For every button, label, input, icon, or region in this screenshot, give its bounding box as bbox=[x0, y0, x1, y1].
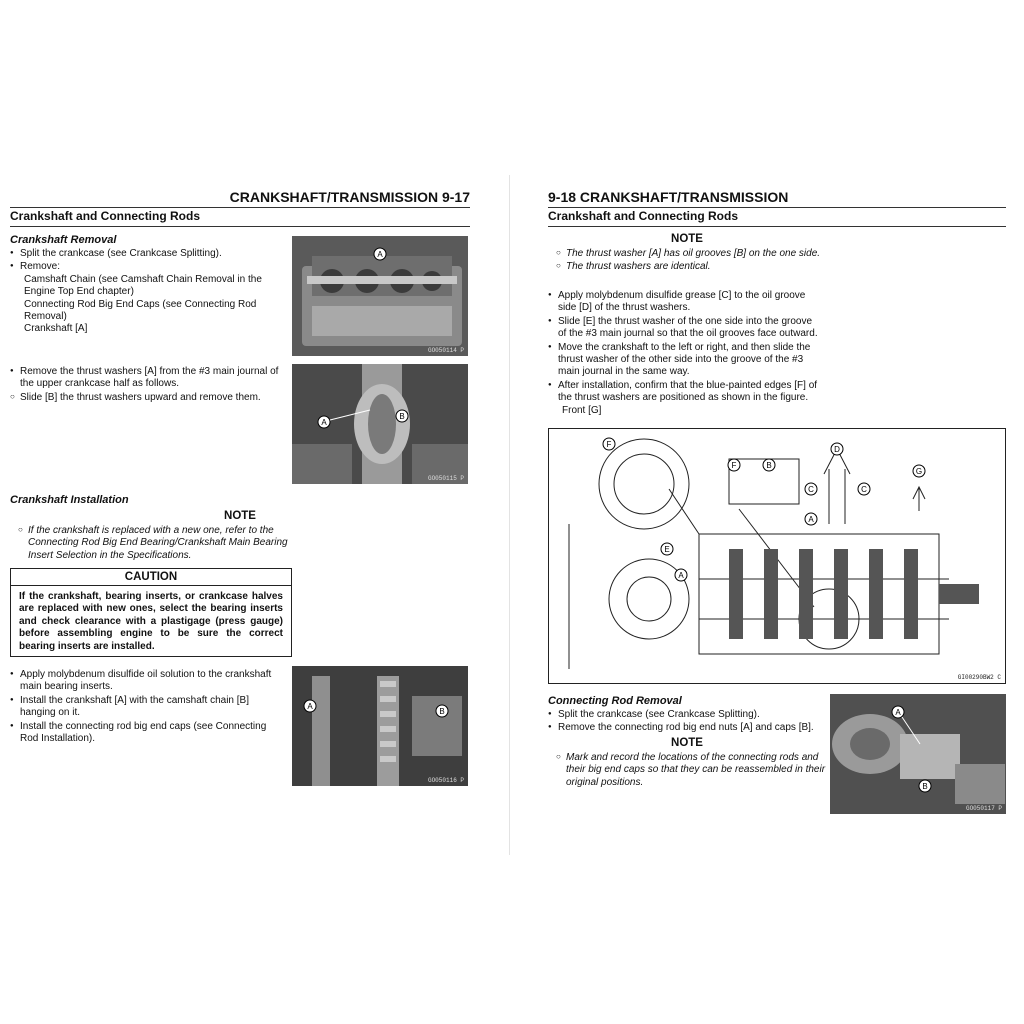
thrust-washer-steps bbox=[10, 365, 282, 404]
right-page-header: 9-18 CRANKSHAFT/TRANSMISSION bbox=[548, 189, 789, 205]
step-item: ● Remove the thrust washers [A] from the #3 main journal of the upper crankcase half as follows. bbox=[10, 365, 282, 391]
step-item: ● Remove: bbox=[10, 260, 282, 273]
note-text: ○ The thrust washer [A] has oil grooves [B] on the one side. bbox=[556, 247, 826, 260]
step-item: ● After installation, confirm that the blue-painted edges [F] of the thrust washers are positioned as shown in the figure. bbox=[548, 379, 820, 405]
remove-list-item: Camshaft Chain (see Camshaft Chain Removal in the Engine Top End chapter) bbox=[24, 273, 262, 298]
svg-text:B: B bbox=[922, 782, 928, 791]
thrust-washer-notes bbox=[556, 247, 826, 274]
right-section-title: Crankshaft and Connecting Rods bbox=[548, 209, 739, 223]
crankshaft-installation-heading: Crankshaft Installation bbox=[10, 494, 129, 506]
crankshaft-removal-heading: Crankshaft Removal bbox=[10, 234, 117, 246]
photo-code: GO050115 P bbox=[427, 475, 464, 482]
svg-text:A: A bbox=[808, 515, 814, 524]
header-rule bbox=[548, 207, 1006, 208]
photo-code: GO050116 P bbox=[427, 777, 464, 784]
svg-text:A: A bbox=[321, 418, 327, 427]
caution-text: If the crankshaft, bearing inserts, or crankcase halves are replaced with new ones, select the bearing inserts and check clearance with a plastigage (press gauge) before assembling engine to be sure the correct bearing inserts are installed. bbox=[19, 591, 283, 652]
svg-text:E: E bbox=[664, 545, 670, 554]
remove-list-item: Crankshaft [A] bbox=[24, 323, 88, 335]
caution-box bbox=[10, 568, 292, 657]
svg-text:A: A bbox=[377, 250, 383, 259]
svg-text:C: C bbox=[861, 485, 867, 494]
svg-text:F: F bbox=[606, 440, 612, 449]
front-label: Front [G] bbox=[562, 404, 602, 416]
page-gutter bbox=[509, 175, 510, 855]
step-item: ● Move the crankshaft to the left or right, and then slide the thrust washer of the other side into the groove of the #3 main journal in the same way. bbox=[548, 341, 820, 379]
left-page-header: CRANKSHAFT/TRANSMISSION 9-17 bbox=[229, 189, 470, 205]
remove-list-item: Connecting Rod Big End Caps (see Connecting Rod Removal) bbox=[24, 298, 257, 323]
crankshaft-installation-photo bbox=[292, 666, 468, 786]
big-end-illustration bbox=[830, 694, 1006, 814]
thrust-install-steps bbox=[548, 289, 820, 417]
note-heading: NOTE bbox=[671, 737, 703, 749]
note-text: ○ The thrust washers are identical. bbox=[556, 260, 826, 273]
step-item: ● Apply molybdenum disulfide oil solution to the crankshaft main bearing inserts. bbox=[10, 668, 282, 694]
crankshaft-removal-photo bbox=[292, 236, 468, 356]
journal-illustration bbox=[292, 364, 468, 484]
svg-text:B: B bbox=[439, 707, 445, 716]
rod-removal-note bbox=[556, 751, 826, 789]
left-section-title: Crankshaft and Connecting Rods bbox=[10, 209, 201, 223]
thrust-washer-photo bbox=[292, 364, 468, 484]
step-item: ● Install the connecting rod big end caps (see Connecting Rod Installation). bbox=[10, 720, 282, 746]
note-heading: NOTE bbox=[224, 510, 256, 522]
connecting-rod-removal-heading: Connecting Rod Removal bbox=[548, 695, 682, 707]
note-text: ○ Mark and record the locations of the connecting rods and their big end caps so that they can be reassembled in their original positions. bbox=[556, 751, 826, 789]
crankshaft-line-drawing bbox=[549, 429, 1005, 683]
thrust-washer-diagram bbox=[548, 428, 1006, 684]
svg-text:A: A bbox=[895, 708, 901, 717]
svg-text:F: F bbox=[731, 461, 737, 470]
connecting-rod-photo bbox=[830, 694, 1006, 814]
cam-chain-illustration bbox=[292, 666, 468, 786]
svg-text:D: D bbox=[834, 445, 840, 454]
substep-item: ○ Slide [B] the thrust washers upward and remove them. bbox=[10, 391, 282, 404]
note-heading: NOTE bbox=[671, 233, 703, 245]
svg-text:A: A bbox=[678, 571, 684, 580]
engine-case-illustration bbox=[292, 236, 468, 356]
step-item: ● Split the crankcase (see Crankcase Splitting). bbox=[10, 247, 282, 260]
installation-steps bbox=[10, 668, 282, 745]
step-item: ● Split the crankcase (see Crankcase Splitting). bbox=[548, 708, 824, 721]
section-rule bbox=[10, 226, 470, 227]
svg-text:C: C bbox=[808, 485, 814, 494]
svg-text:B: B bbox=[399, 412, 405, 421]
svg-text:B: B bbox=[766, 461, 772, 470]
removal-steps bbox=[10, 247, 282, 336]
photo-code: GO050117 P bbox=[965, 805, 1002, 812]
photo-code: GO050114 P bbox=[427, 347, 464, 354]
svg-text:A: A bbox=[307, 702, 313, 711]
rod-removal-steps bbox=[548, 708, 824, 735]
installation-note bbox=[18, 524, 290, 562]
caution-heading: CAUTION bbox=[11, 569, 291, 586]
step-item: ● Slide [E] the thrust washer of the one side into the groove of the #3 main journal so that the oil grooves face outward. bbox=[548, 315, 820, 341]
step-item: ● Install the crankshaft [A] with the camshaft chain [B] hanging on it. bbox=[10, 694, 282, 720]
svg-text:G: G bbox=[915, 467, 923, 476]
step-item: ● Apply molybdenum disulfide grease [C] to the oil groove side [D] of the thrust washers. bbox=[548, 289, 820, 315]
diagram-code: GI00290BW2 C bbox=[957, 674, 1001, 681]
header-rule bbox=[10, 207, 470, 208]
note-text: ○ If the crankshaft is replaced with a new one, refer to the Connecting Rod Big End Bearing/Crankshaft Main Bearing Insert Selection in the Specifications. bbox=[18, 524, 290, 562]
section-rule bbox=[548, 226, 1006, 227]
step-item: ● Remove the connecting rod big end nuts [A] and caps [B]. bbox=[548, 721, 824, 734]
